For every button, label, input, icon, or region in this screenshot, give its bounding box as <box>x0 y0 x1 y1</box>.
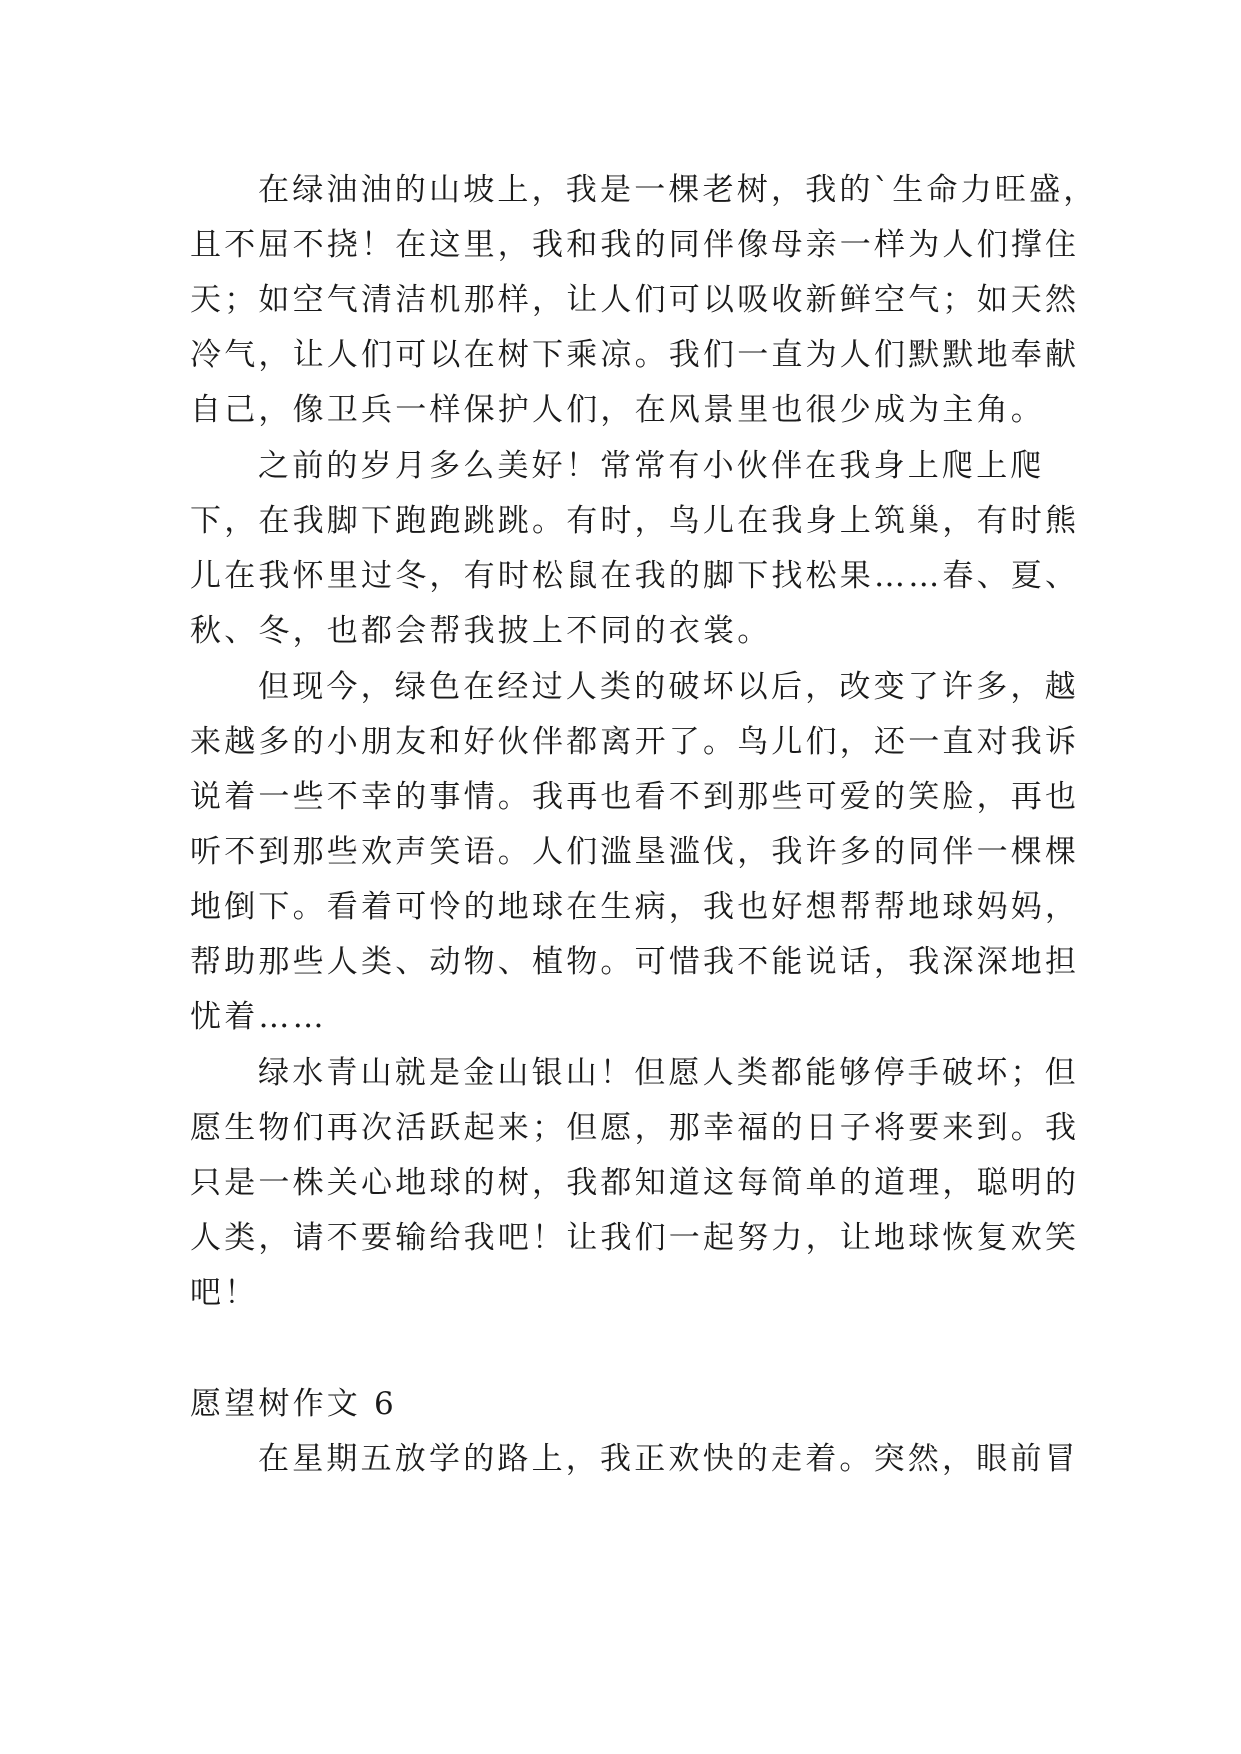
paragraph-3-line-3: 说着一些不幸的事情。我再也看不到那些可爱的笑脸，再也 <box>190 779 1080 815</box>
paragraph-1-line-4: 冷气，让人们可以在树下乘凉。我们一直为人们默默地奉献 <box>190 337 1080 373</box>
paragraph-3-line-6: 帮助那些人类、动物、植物。可惜我不能说话，我深深地担 <box>190 944 1080 980</box>
paragraph-1-line-5: 自己，像卫兵一样保护人们，在风景里也很少成为主角。 <box>190 392 1045 428</box>
paragraph-1-line-2: 且不屈不挠！在这里，我和我的同伴像母亲一样为人们撑住 <box>190 227 1080 263</box>
paragraph-4-line-5: 吧！ <box>190 1275 259 1311</box>
paragraph-3-line-1: 但现今，绿色在经过人类的破坏以后，改变了许多，越 <box>258 669 1079 705</box>
paragraph-3-line-5: 地倒下。看着可怜的地球在生病，我也好想帮帮地球妈妈， <box>190 889 1080 925</box>
paragraph-2-line-2: 下，在我脚下跑跑跳跳。有时，鸟儿在我身上筑巢，有时熊 <box>190 503 1080 539</box>
paragraph-1-line-3: 天；如空气清洁机那样，让人们可以吸收新鲜空气；如天然 <box>190 282 1080 318</box>
paragraph-4-line-4: 人类，请不要输给我吧！让我们一起努力，让地球恢复欢笑 <box>190 1220 1080 1256</box>
paragraph-2-line-1: 之前的岁月多么美好！常常有小伙伴在我身上爬上爬 <box>258 448 1045 484</box>
paragraph-5-line-1: 在星期五放学的路上，我正欢快的走着。突然，眼前冒 <box>258 1441 1079 1477</box>
paragraph-2-line-3: 儿在我怀里过冬，有时松鼠在我的脚下找松果……春、夏、 <box>190 558 1080 594</box>
paragraph-4-line-3: 只是一株关心地球的树，我都知道这每简单的道理，聪明的 <box>190 1165 1080 1201</box>
paragraph-3-line-2: 来越多的小朋友和好伙伴都离开了。鸟儿们，还一直对我诉 <box>190 724 1080 760</box>
paragraph-3-line-7: 忧着…… <box>190 999 327 1035</box>
paragraph-2-line-4: 秋、冬，也都会帮我披上不同的衣裳。 <box>190 613 772 649</box>
section-heading: 愿望树作文 6 <box>190 1386 397 1422</box>
paragraph-1-line-1: 在绿油油的山坡上，我是一棵老树，我的`生命力旺盛， <box>258 172 1098 208</box>
paragraph-3-line-4: 听不到那些欢声笑语。人们滥垦滥伐，我许多的同伴一棵棵 <box>190 834 1080 870</box>
paragraph-4-line-1: 绿水青山就是金山银山！但愿人类都能够停手破坏；但 <box>258 1055 1079 1091</box>
paragraph-4-line-2: 愿生物们再次活跃起来；但愿，那幸福的日子将要来到。我 <box>190 1110 1080 1146</box>
